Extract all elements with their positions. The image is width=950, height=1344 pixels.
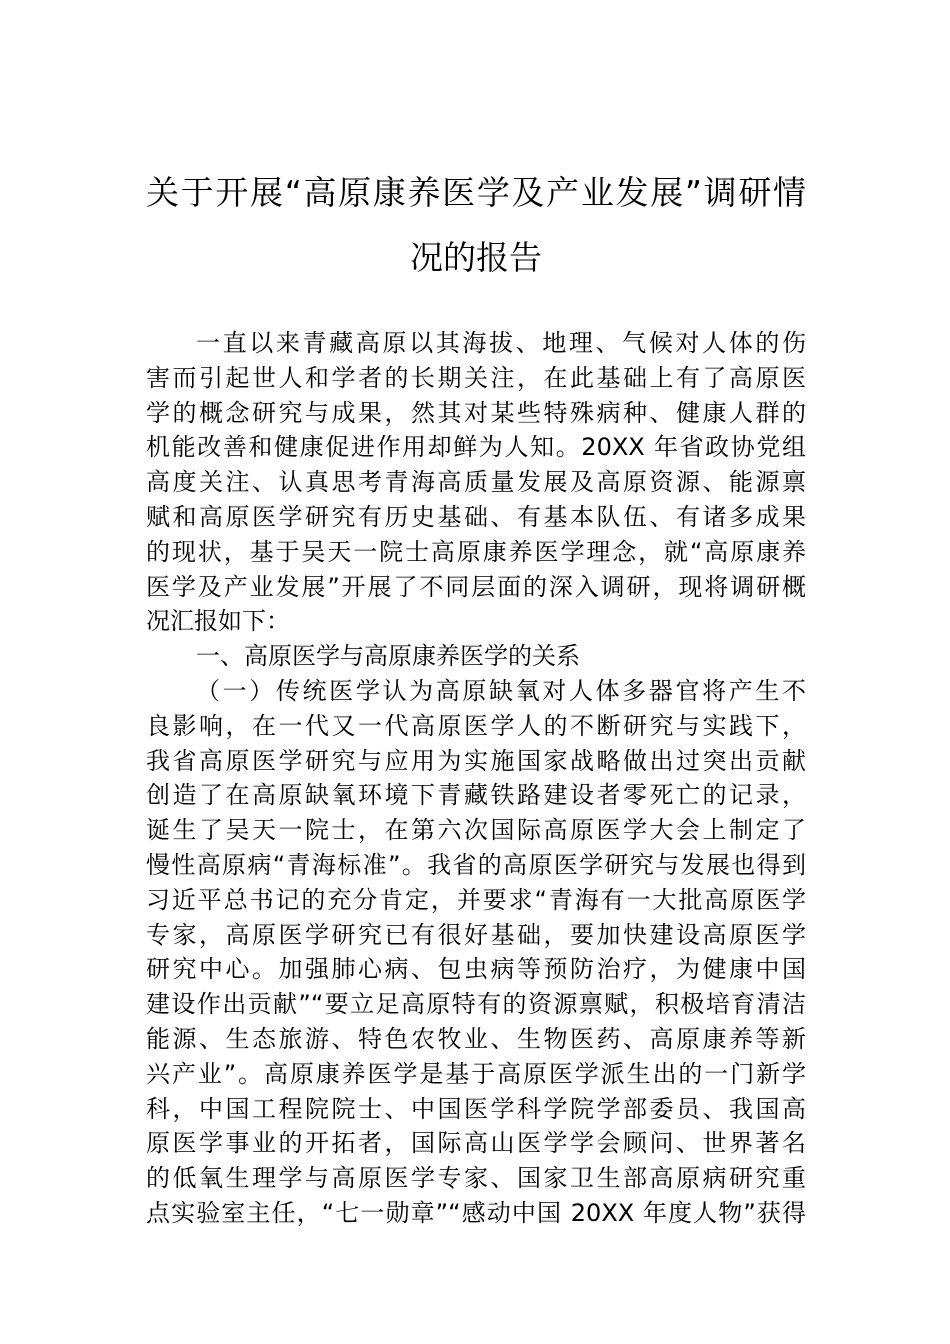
- intro-paragraph: [146, 326, 806, 639]
- title-line-1: 关于开展“高原康养医学及产业发展”调研情: [146, 173, 806, 212]
- paragraph-line: 建设作出贡献”“要立足高原特有的资源禀赋，积极培育清洁: [146, 990, 806, 1019]
- paragraph-line: 习近平总书记的充分肯定，并要求“青海有一大批高原医学: [146, 885, 806, 914]
- paragraph-line: 能源、生态旅游、特色农牧业、生物医药、高原康养等新: [146, 1024, 806, 1053]
- paragraph-line: 的现状，基于吴天一院士高原康养医学理念，就“高原康养: [146, 537, 806, 566]
- title-line-2: 况的报告: [410, 238, 542, 277]
- paragraph-line: （一）传统医学认为高原缺氧对人体多器官将产生不: [196, 676, 806, 705]
- paragraph-line: 点实验室主任，“七一勋章”“感动中国 20XX 年度人物”获得: [146, 1198, 806, 1227]
- paragraph-line: 科，中国工程院院士、中国医学科学院学部委员、我国高: [146, 1094, 806, 1123]
- subsection-paragraph: [146, 674, 806, 1231]
- paragraph-line: 况汇报如下：: [146, 607, 290, 636]
- paragraph-line: 创造了在高原缺氧环境下青藏铁路建设者零死亡的记录，: [146, 781, 806, 810]
- paragraph-line: 医学及产业发展”开展了不同层面的深入调研，现将调研概: [146, 572, 806, 601]
- paragraph-line: 专家，高原医学研究已有很好基础，要加快建设高原医学: [146, 920, 806, 949]
- document-body: [146, 326, 806, 1231]
- paragraph-line: 诞生了吴天一院士，在第六次国际高原医学大会上制定了: [146, 816, 806, 845]
- paragraph-line: 我省高原医学研究与应用为实施国家战略做出过突出贡献: [146, 746, 806, 775]
- paragraph-line: 高度关注、认真思考青海高质量发展及高原资源、能源禀: [146, 468, 806, 497]
- document-title: [146, 160, 806, 290]
- paragraph-line: 兴产业”。高原康养医学是基于高原医学派生出的一门新学: [146, 1059, 806, 1088]
- section-heading: 一、高原医学与高原康养医学的关系: [196, 642, 580, 671]
- paragraph-line: 害而引起世人和学者的长期关注，在此基础上有了高原医: [146, 363, 806, 392]
- paragraph-line: 的低氧生理学与高原医学专家、国家卫生部高原病研究重: [146, 1164, 806, 1193]
- paragraph-line: 良影响，在一代又一代高原医学人的不断研究与实践下，: [146, 711, 806, 740]
- paragraph-line: 原医学事业的开拓者，国际高山医学学会顾问、世界著名: [146, 1129, 806, 1158]
- paragraph-line: 慢性高原病“青海标准”。我省的高原医学研究与发展也得到: [146, 850, 806, 879]
- paragraph-line: 研究中心。加强肺心病、包虫病等预防治疗，为健康中国: [146, 955, 806, 984]
- paragraph-line: 一直以来青藏高原以其海拔、地理、气候对人体的伤: [196, 329, 806, 357]
- paragraph-line: 学的概念研究与成果，然其对某些特殊病种、健康人群的: [146, 398, 806, 427]
- paragraph-line: 赋和高原医学研究有历史基础、有基本队伍、有诸多成果: [146, 502, 806, 531]
- paragraph-line: 机能改善和健康促进作用却鲜为人知。20XX 年省政协党组: [146, 433, 806, 462]
